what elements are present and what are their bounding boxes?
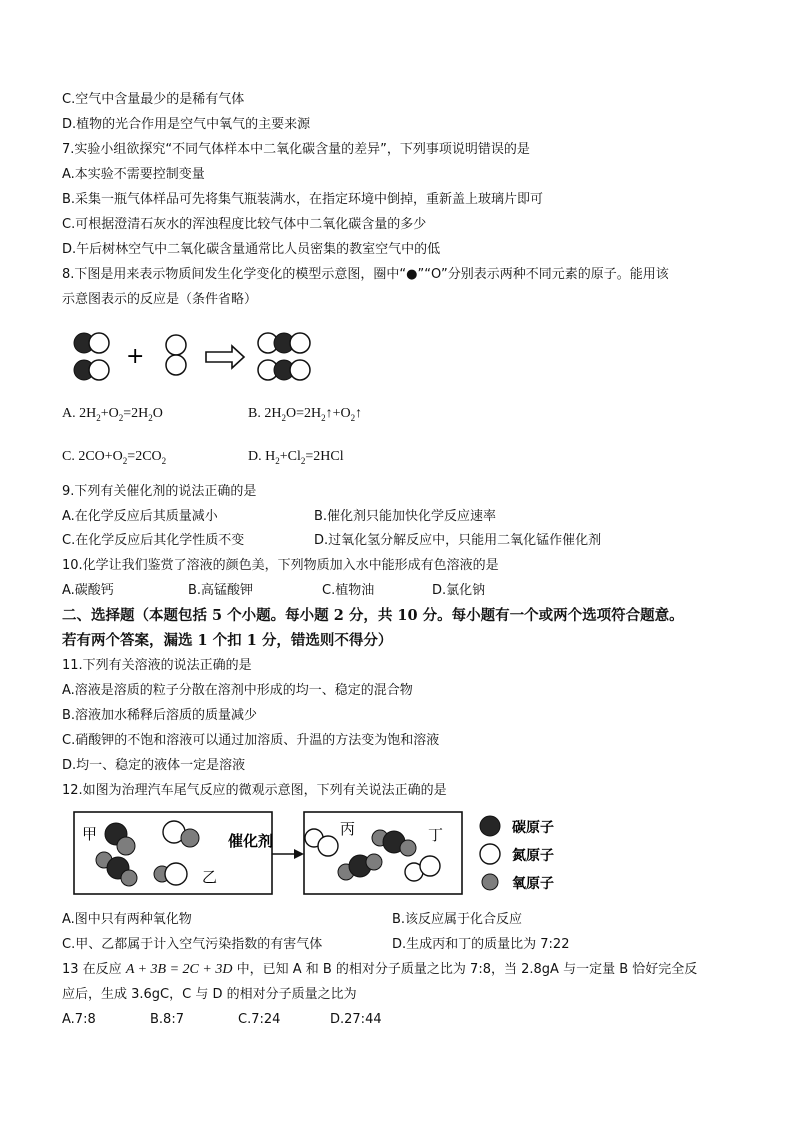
q11-option-c: C.硝酸钾的不饱和溶液可以通过加溶质、升温的方法变为饱和溶液 <box>62 733 440 748</box>
q12-molecule-yi-2 <box>154 863 187 885</box>
q6-option-d: D.植物的光合作用是空气中氧气的主要来源 <box>62 117 311 132</box>
q12-label-ding: 丁 <box>428 826 444 844</box>
q11-option-d: D.均一、稳定的液体一定是溶液 <box>62 758 246 773</box>
q8-option-a: A. $2H_2+O_2=2H_2O$ <box>62 406 163 423</box>
q12-legend-carbon: 碳原子 <box>512 820 554 836</box>
q10-option-c: C.植物油 <box>322 583 375 598</box>
q8-stem-line1: 8.下图是用来表示物质间发生化学变化的模型示意图，圈中“●”“O”分别表示两种不同元素的原子。能用该 <box>62 267 669 282</box>
q12-stem: 12.如图为治理汽车尾气反应的微观示意图，下列有关说法正确的是 <box>62 783 447 798</box>
q12-label-yi: 乙 <box>202 868 218 886</box>
q13-option-d: D.27:44 <box>330 1012 382 1027</box>
q8-option-c: C. $2CO+O_2=2CO_2$ <box>62 449 167 466</box>
q12-arrow-head-icon <box>294 849 304 859</box>
q13-option-c: C.7:24 <box>238 1012 281 1027</box>
q11-option-b: B.溶液加水稀释后溶质的质量减少 <box>62 708 258 723</box>
q10-stem: 10.化学让我们鉴赏了溶液的颜色美，下列物质加入水中能形成有色溶液的是 <box>62 558 499 573</box>
section2-heading-line2: 若有两个答案，漏选 1 个扣 1 分，错选则不得分） <box>62 632 393 649</box>
q9-stem: 9.下列有关催化剂的说法正确的是 <box>62 484 257 499</box>
q8-product-molecule-2 <box>258 360 310 380</box>
q12-option-a: A.图中只有两种氧化物 <box>62 912 192 927</box>
q12-label-bing: 丙 <box>340 820 356 838</box>
q9-option-b: B.催化剂只能加快化学反应速率 <box>314 509 497 524</box>
q12-reaction-diagram <box>64 806 584 900</box>
q13-stem-prefix: 13 在反应 <box>62 962 126 977</box>
q11-option-a: A.溶液是溶质的粒子分散在溶剂中形成的均一、稳定的混合物 <box>62 683 413 698</box>
q13-stem-line1 <box>62 960 697 980</box>
q9-option-d: D.过氧化氢分解反应中，只能用二氧化锰作催化剂 <box>314 533 602 548</box>
q10-option-b: B.高锰酸钾 <box>188 583 254 598</box>
q9-option-a: A.在化学反应后其质量减小 <box>62 509 218 524</box>
q7-option-c: C.可根据澄清石灰水的浑浊程度比较气体中二氧化碳含量的多少 <box>62 217 427 232</box>
q12-legend <box>480 816 554 892</box>
q8-option-d: D. $H_2+Cl_2=2HCl$ <box>248 449 344 466</box>
q8-plus-sign: + <box>126 344 145 369</box>
q8-option-b: B. $2H_2O=2H_2↑+O_2↑$ <box>248 406 363 423</box>
q8-arrow-icon <box>206 346 244 368</box>
section2-heading-line1: 二、选择题（本题包括 5 个小题。每小题 2 分，共 10 分。每小题有一个或两个选项符合题意。 <box>62 607 684 624</box>
q13-equation: A + 3B = 2C + 3D <box>125 962 233 977</box>
q9-option-c: C.在化学反应后其化学性质不变 <box>62 533 245 548</box>
q11-stem: 11.下列有关溶液的说法正确的是 <box>62 658 252 673</box>
q13-option-b: B.8:7 <box>150 1012 184 1027</box>
q12-legend-nitrogen: 氮原子 <box>512 848 554 864</box>
q13-stem-line2: 应后，生成 3.6gC，C 与 D 的相对分子质量之比为 <box>62 987 357 1002</box>
q12-option-b: B.该反应属于化合反应 <box>392 912 523 927</box>
q8-model-diagram <box>64 322 324 390</box>
q13-stem-suffix: 中，已知 A 和 B 的相对分子质量之比为 7:8，当 2.8gA 与一定量 B 恰好完全反 <box>232 962 698 977</box>
q13-option-a: A.7:8 <box>62 1012 96 1027</box>
q8-stem-line2: 示意图表示的反应是（条件省略） <box>62 292 258 307</box>
q6-option-c: C.空气中含量最少的是稀有气体 <box>62 92 245 107</box>
q12-option-c: C.甲、乙都属于计入空气污染指数的有害气体 <box>62 937 323 952</box>
q7-option-a: A.本实验不需要控制变量 <box>62 167 205 182</box>
q8-reactant-molecule-2 <box>74 360 109 380</box>
q12-option-d: D.生成丙和丁的质量比为 7:22 <box>392 937 570 952</box>
q8-reactant-molecule-3 <box>166 335 186 375</box>
q7-stem: 7.实验小组欲探究“不同气体样本中二氧化碳含量的差异”，下列事项说明错误的是 <box>62 142 530 157</box>
q7-option-d: D.午后树林空气中二氧化碳含量通常比人员密集的教室空气中的低 <box>62 242 441 257</box>
q8-product-molecule-1 <box>258 333 310 353</box>
q8-reactant-molecule-1 <box>74 333 109 353</box>
q10-option-a: A.碳酸钙 <box>62 583 114 598</box>
q7-option-b: B.采集一瓶气体样品可先将集气瓶装满水，在指定环境中倒掉，重新盖上玻璃片即可 <box>62 192 544 207</box>
q12-legend-oxygen: 氧原子 <box>512 876 554 892</box>
q12-arrow-label: 催化剂 <box>228 832 274 850</box>
q12-label-jia: 甲 <box>82 825 98 843</box>
q10-option-d: D.氯化钠 <box>432 583 486 598</box>
